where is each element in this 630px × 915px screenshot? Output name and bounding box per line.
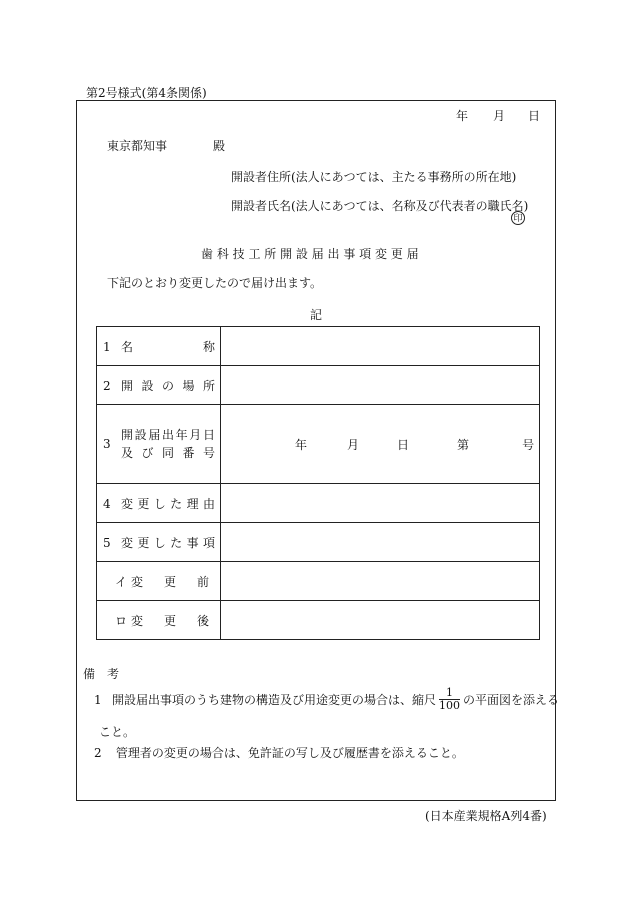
table-row (97, 601, 540, 640)
form-number: 第2号様式(第4条関係) (86, 86, 207, 100)
date-day: 日 (528, 109, 541, 123)
note-1-text-b: の平面図を添える (463, 693, 560, 707)
seal-icon: 印 (511, 211, 525, 225)
table-row (97, 327, 540, 366)
row-label-changed-items: 5 変 更 し た 事 項 (97, 523, 221, 562)
reason-value-field[interactable] (221, 484, 540, 523)
filing-day-label: 日 (397, 437, 410, 452)
addressee-honorific: 殿 (213, 139, 226, 153)
after-value-field[interactable] (221, 601, 540, 640)
note-2-text: 管理者の変更の場合は、免許証の写し及び履歴書を添えること。 (115, 746, 464, 760)
table-row (97, 366, 540, 405)
row-label-filing-date: 3 開 設 届 出 年 月 日 及 び 同 番 号 (97, 405, 221, 484)
filing-dai-label: 第 (457, 437, 470, 452)
document-title: 歯 科 技 工 所 開 設 届 出 事 項 変 更 届 (201, 247, 419, 261)
table-row (97, 484, 540, 523)
ki-label: 記 (310, 308, 323, 322)
row-label-after: ロ 変 更 後 (97, 601, 221, 640)
filing-go-label: 号 (522, 437, 535, 452)
addressee-name: 東京都知事 (107, 139, 168, 153)
paper-size-footer: (日本産業規格A列4番) (425, 809, 547, 823)
note-2-number: 2 (94, 746, 102, 760)
applicant-address-label: 開設者住所(法人にあつては、主たる事務所の所在地) (231, 170, 517, 184)
row-label-reason: 4 変 更 し た 理 由 (97, 484, 221, 523)
fraction-numerator: 1 (446, 686, 454, 699)
changed-items-field[interactable] (221, 523, 540, 562)
location-value-field[interactable] (221, 366, 540, 405)
note-2 (94, 744, 464, 761)
table-row (97, 562, 540, 601)
intro-text: 下記のとおり変更したので届け出ます。 (107, 276, 323, 290)
applicant-name-label: 開設者氏名(法人にあつては、名称及び代表者の職氏名) (231, 199, 529, 213)
table-row (97, 523, 540, 562)
filing-year-label: 年 (295, 437, 308, 452)
note-1-number: 1 (94, 692, 102, 707)
scale-fraction (439, 687, 460, 712)
note-1 (94, 687, 559, 712)
fraction-denominator: 100 (439, 699, 461, 712)
date-month: 月 (493, 109, 506, 123)
table-row (97, 405, 540, 484)
notes-heading: 備 考 (83, 667, 120, 681)
note-1-text-a: 開設届出事項のうち建物の構造及び用途変更の場合は、縮尺 (112, 693, 437, 707)
filing-date-field[interactable] (221, 405, 540, 484)
name-value-field[interactable] (221, 327, 540, 366)
row-label-before: イ 変 更 前 (97, 562, 221, 601)
row-label-name: 1 名 称 (97, 327, 221, 366)
filing-month-label: 月 (347, 437, 360, 452)
note-1-continuation: こと。 (99, 725, 136, 739)
before-value-field[interactable] (221, 562, 540, 601)
date-year: 年 (456, 109, 469, 123)
main-table (96, 326, 540, 640)
row-label-location: 2 開 設 の 場 所 (97, 366, 221, 405)
